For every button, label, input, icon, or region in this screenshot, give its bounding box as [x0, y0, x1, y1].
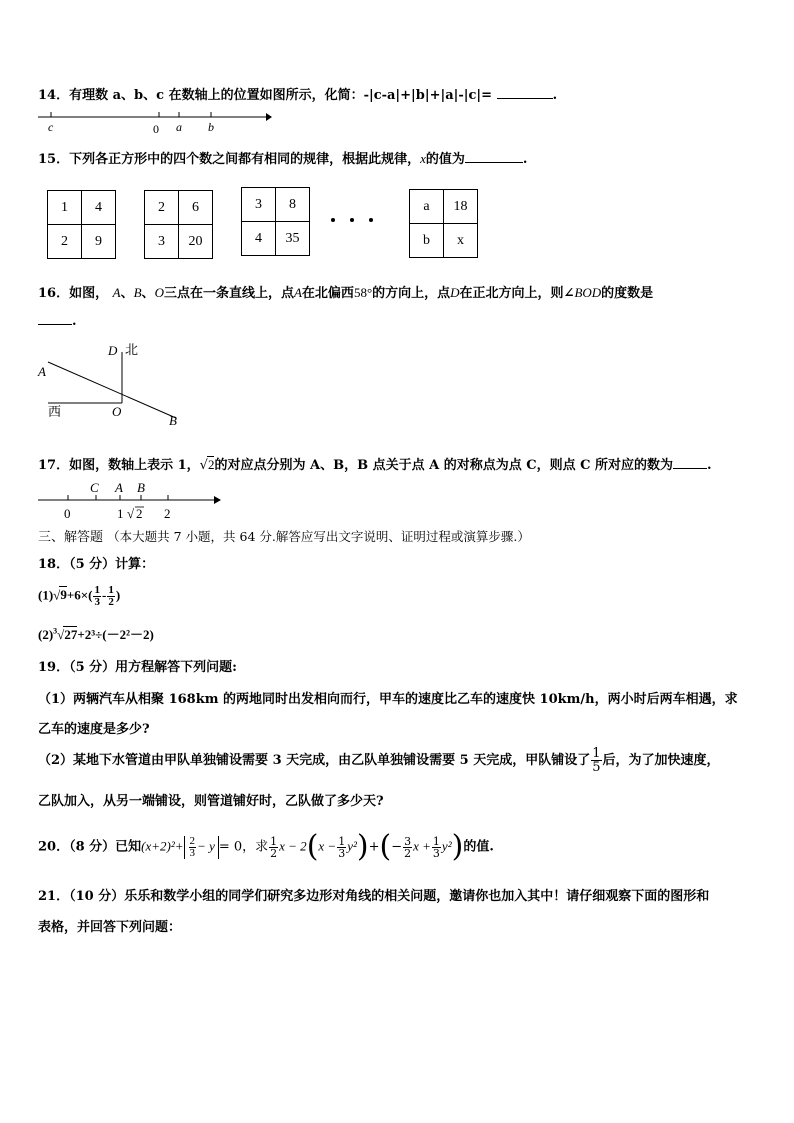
- q15-square-2: [144, 190, 213, 259]
- q15-s2-cell: 20: [179, 225, 213, 259]
- q17-sqrt-label: 2: [136, 506, 143, 521]
- q20-head: 20．（8 分）已知: [38, 839, 142, 855]
- q16-B: B: [133, 285, 142, 300]
- q15-s2-cell: 2: [145, 191, 179, 225]
- q17-label-C: C: [90, 480, 99, 495]
- q14-label-c: c: [48, 120, 54, 134]
- q20-t2y: y²: [347, 838, 357, 854]
- q16-p4: 的方向上，点: [372, 286, 451, 301]
- q14-answer-blank: [497, 98, 553, 99]
- q14-end: .: [552, 88, 558, 103]
- q18-part2: $(2)^3√27+2^3\div(-2^2-2)$: [38, 626, 154, 642]
- q16-text: 16．如图， A、B、O三点在一条直线上，点A在北偏西58°的方向上，点D在正北方向上，则∠BOD的度数是: [38, 285, 654, 301]
- q19-s1-line1: （1）两辆汽车从相聚 168km 的两地同时出发相向而行，甲车的速度比乙车的速度快 10km/h，两小时后两车相遇，求: [38, 692, 738, 707]
- q17-radicand: 2: [207, 457, 215, 472]
- q17-label-2: 2: [164, 506, 171, 521]
- q15-s4-cell: b: [410, 224, 444, 258]
- ellipsis-dot: [331, 218, 335, 222]
- q17-label-0: 0: [64, 506, 71, 521]
- q16-fig-O: O: [112, 404, 122, 419]
- q21-line1: 21．（10 分）乐乐和数学小组的同学们研究多边形对角线的相关问题，邀请你也加入其中！请仔细观察下面的图形和: [38, 889, 710, 904]
- q16-angle-name: BOD: [574, 285, 602, 300]
- q20-t3-num2: 1: [432, 834, 440, 848]
- q16-fig-B: B: [169, 413, 177, 428]
- q20-abs-rest: − y: [197, 837, 215, 853]
- q15-s1-cell: 2: [48, 225, 82, 259]
- q14-number-line: [38, 110, 274, 138]
- q19-head: 19．（5 分）用方程解答下列问题:: [38, 660, 237, 675]
- q16-D: D: [450, 285, 460, 300]
- q20-eq0: = 0，求: [218, 839, 269, 855]
- q16-answer-line: [38, 314, 77, 329]
- q15-s3-cell: 4: [242, 222, 276, 256]
- q16-fig-north: 北: [125, 342, 139, 357]
- q20-abs-num: 2: [189, 834, 196, 847]
- q15-s2-cell: 3: [145, 225, 179, 259]
- q20-t1x: x − 2: [279, 838, 307, 854]
- q15-s3-cell: 3: [242, 188, 276, 222]
- q15-s1-cell: 9: [82, 225, 116, 259]
- q15-end: .: [522, 152, 528, 167]
- q14-label-a: a: [176, 120, 182, 134]
- q20-t2-num: 1: [338, 834, 346, 848]
- q14-label-b: b: [208, 120, 214, 134]
- q15-s4-cell: 18: [444, 190, 478, 224]
- q15-s2-cell: 6: [179, 191, 213, 225]
- q17-text: 17．如图，数轴上表示 1，√2的对应点分别为 A、B，B 点关于点 A 的对称点为点 C，则点 C 所对应的数为 .: [38, 457, 712, 473]
- q16-A: A: [112, 285, 121, 300]
- q14-text: [38, 84, 557, 103]
- q16-p6: 的度数是: [601, 286, 654, 301]
- q18-p1-f2-den: 2: [108, 596, 114, 608]
- q15-var: x: [420, 151, 426, 166]
- q18-p2-label: (2): [38, 627, 54, 642]
- q19-s2-frac-num: 1: [592, 746, 601, 761]
- q15-stem: 15．下列各正方形中的四个数之间都有相同的规律，根据此规律，: [38, 152, 421, 167]
- q18-head: 18．（5 分）计算：: [38, 557, 155, 572]
- q19-s2-line1: [38, 747, 720, 774]
- q16-end: .: [72, 314, 77, 329]
- q18-p2-index: 3: [53, 626, 58, 636]
- q18-p2-rest: +2³÷(－2²－2): [77, 627, 154, 642]
- q17-stem: 17．如图，数轴上表示 1，: [38, 458, 200, 473]
- q20-tail: 的值.: [463, 839, 494, 855]
- q19-s2-a: （2）某地下水管道由甲队单独铺设需要 3 天完成，由乙队单独铺设需要 5 天完成，甲队铺设了: [38, 753, 591, 768]
- q16-fig-west: 西: [48, 404, 62, 419]
- q18-part1: (1)√9+6×( $\frac{1}{3}$ - $\frac{1}{2}$ ): [38, 584, 121, 608]
- q18-p1-minus: -: [101, 587, 107, 603]
- q20-t3-den: 2: [404, 846, 412, 860]
- q20-text: 20．（8 分）已知(x+2)²+ $\frac{2}{3}$ − y = 0，求 $\frac{1}{2}$ x − 2(x − $\frac{1}{3}$ y²)+(− $\frac{3}{2}$ x + $\frac{1}{3}$ y²)的值.: [38, 829, 494, 864]
- q18-p1-f1-num: 1: [94, 584, 100, 596]
- q20-t1-num: 1: [270, 834, 278, 848]
- q16-A2: A: [293, 285, 302, 300]
- q17-number-line: [38, 480, 224, 522]
- q16-fig-D: D: [108, 343, 118, 358]
- q16-figure: [36, 340, 186, 430]
- q18-p1-f1-den: 3: [94, 596, 100, 608]
- q14-stem: 14．有理数 a、b、c 在数轴上的位置如图所示，化简：-|c-a|+|b|+|a|-|c|=: [38, 88, 493, 103]
- q18-p1-rad: 9: [60, 587, 67, 603]
- q18-p2-rad: 27: [64, 627, 78, 642]
- q18-p1-end: ): [115, 587, 121, 603]
- ellipsis-dot: [369, 218, 373, 222]
- q20-t3x: x +: [413, 838, 431, 854]
- q15-square-3: [241, 187, 310, 256]
- q16-p1: 16．如图，: [38, 286, 109, 301]
- q20-abs-den: 3: [189, 846, 196, 859]
- q17-label-1: 1: [117, 506, 124, 521]
- q19-s2-line2: 乙队加入，从另一端铺设，则管道铺好时，乙队做了多少天?: [38, 794, 384, 809]
- q20-t2a: x −: [318, 838, 337, 854]
- q15-square-4: [409, 189, 478, 258]
- q17-end: .: [707, 458, 712, 473]
- q15-s3-cell: 8: [276, 188, 310, 222]
- q15-text: [38, 148, 527, 167]
- q20-t3y: y²: [441, 838, 452, 854]
- q16-answer-blank: [38, 324, 72, 325]
- q16-O: O: [154, 285, 164, 300]
- q15-s1-cell: 4: [82, 191, 116, 225]
- q16-p2: 三点在一条直线上，点: [163, 286, 294, 301]
- ellipsis-dot: [350, 218, 354, 222]
- q20-plus: +: [368, 839, 380, 855]
- q20-e1: (x+2)²+: [141, 838, 184, 854]
- q16-p3: 在北偏西: [301, 286, 354, 301]
- q18-p1-f2-num: 1: [108, 584, 114, 596]
- q21-line2: 表格，并回答下列问题：: [38, 920, 182, 935]
- q18-p1-label: (1): [38, 587, 54, 603]
- section-title: 三、解答题: [38, 530, 104, 545]
- section-header: [38, 526, 530, 545]
- q20-t1-den: 2: [270, 846, 278, 860]
- q19-s2-b: 后，为了加快速度，: [602, 753, 720, 768]
- q17-answer-blank: [673, 468, 707, 469]
- q16-angle: 58°: [353, 285, 373, 300]
- q14-label-0: 0: [153, 122, 159, 136]
- q15-stem-tail: 的值为: [425, 152, 465, 167]
- q15-answer-blank: [465, 162, 523, 163]
- q20-t2-den: 3: [338, 846, 346, 860]
- q15-s4-cell: a: [410, 190, 444, 224]
- q16-p5: 在正北方向上，则∠: [459, 286, 575, 301]
- q19-s2-frac-den: 5: [592, 760, 601, 775]
- q15-s1-cell: 1: [48, 191, 82, 225]
- q20-t3-den2: 3: [432, 846, 440, 860]
- q19-s1-line2: 乙车的速度是多少?: [38, 722, 150, 737]
- section-desc: （本大题共 7 小题，共 64 分.解答应写出文字说明、证明过程或演算步骤.）: [107, 529, 530, 544]
- q16-fig-A: A: [38, 364, 46, 379]
- q17-sqrt-sign: √: [127, 506, 135, 521]
- q15-s4-cell: x: [444, 224, 478, 258]
- q15-square-1: [47, 190, 116, 259]
- q17-stem-2: 的对应点分别为 A、B，B 点关于点 A 的对称点为点 C，则点 C 所对应的数为: [214, 458, 673, 473]
- q20-t3-num: 3: [404, 834, 412, 848]
- q17-label-B: B: [137, 480, 145, 495]
- q20-t3a: −: [391, 839, 403, 855]
- q18-p1-mid: +6×(: [66, 587, 93, 603]
- q17-label-A: A: [115, 480, 123, 495]
- q15-s3-cell: 35: [276, 222, 310, 256]
